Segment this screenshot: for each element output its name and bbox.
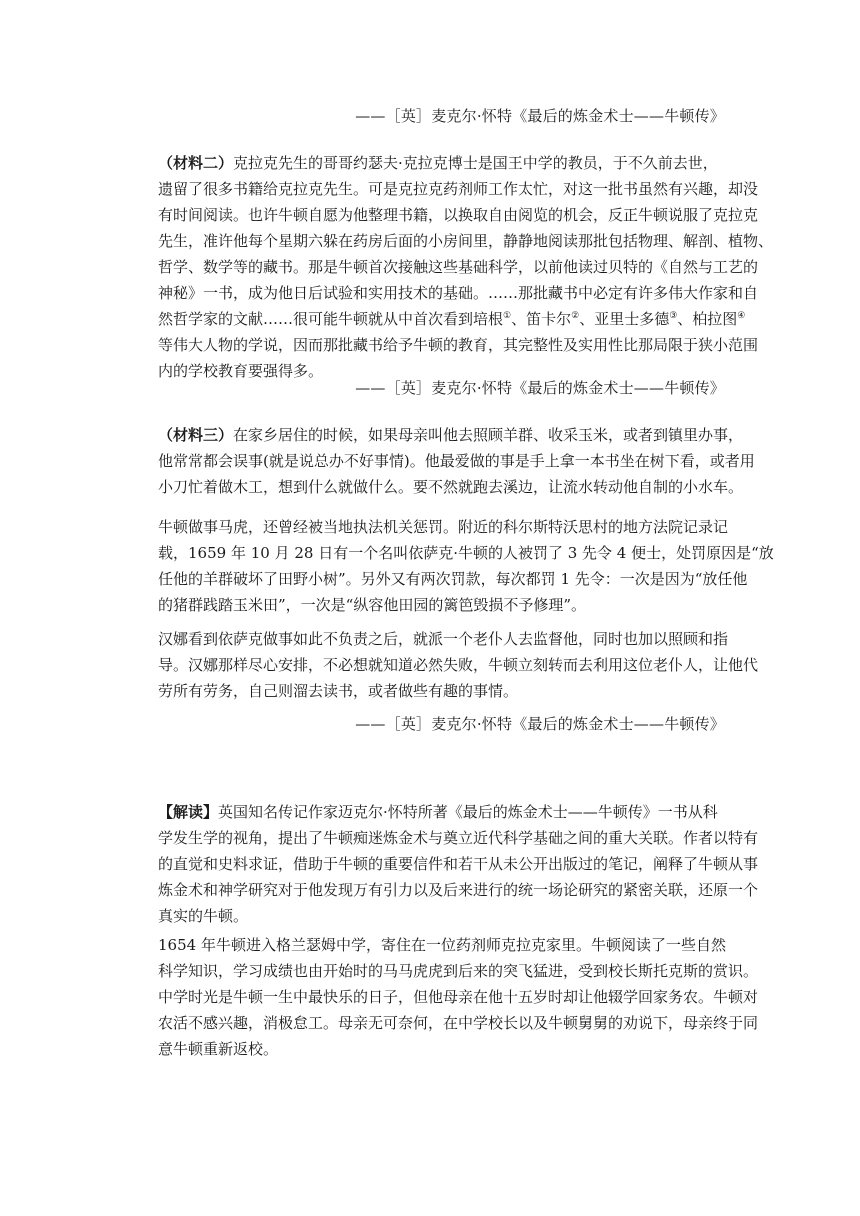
text-line: 劳所有劳务，自己则溜去读书，或者做些有趣的事情。	[158, 682, 519, 700]
text-line: 哲学、数学等的藏书。那是牛顿首次接触这些基础科学，以前他读过贝特的《自然与工艺的	[158, 258, 759, 276]
text-line: 英国知名传记作家迈克尔·怀特所著《最后的炼金术士——牛顿传》一书从科	[218, 803, 718, 821]
text-line: 1654 年牛顿进入格兰瑟姆中学，寄住在一位药剂师克拉克家里。牛顿阅读了一些自然	[158, 936, 726, 954]
text-line: 汉娜看到依萨克做事如此不负责之后，就派一个老仆人去监督他，同时也加以照顾和指	[158, 630, 729, 648]
footnote-marker: ③	[669, 311, 678, 321]
text-line: 的直觉和史料求证，借助于牛顿的重要信件和若干从未公开出版过的笔记，阐释了牛顿从事	[158, 855, 759, 873]
citation-3: ——［英］麦克尔·怀特《最后的炼金术士——牛顿传》	[355, 715, 725, 733]
text-line: 炼金术和神学研究对于他发现万有引力以及后来进行的统一场论研究的紧密关联，还原一个	[158, 881, 759, 899]
text-line: 导。汉娜那样尽心安排，不必想就知道必然失败，牛顿立刻转而去利用这位老仆人，让他代	[158, 656, 759, 674]
material-2-paragraph	[128, 150, 774, 384]
text-line: 内的学校教育要强得多。	[158, 362, 324, 380]
text-line: 有时间阅读。也许牛顿自愿为他整理书籍，以换取自由阅览的机会，反正牛顿说服了克拉克	[158, 206, 759, 224]
citation-1: ——［英］麦克尔·怀特《最后的炼金术士——牛顿传》	[355, 107, 725, 125]
analysis-paragraph-2	[128, 932, 759, 1062]
text-line: 在家乡居住的时候，如果母亲叫他去照顾羊群、收采玉米，或者到镇里办事，	[233, 426, 744, 444]
text-line: 真实的牛顿。	[158, 907, 249, 925]
text-line: 等伟大人物的学说，因而那批藏书给予牛顿的教育，其完整性及实用性比那局限于狭小范围	[158, 336, 759, 354]
text-line: 中学时光是牛顿一生中最快乐的日子，但他母亲在他十五岁时却让他辍学回家务农。牛顿对	[158, 988, 759, 1006]
material-3-paragraph-3	[128, 626, 759, 704]
text-line: 任他的羊群破坏了田野小树”。另外又有两次罚款，每次都罚 1 先令：一次是因为“放任他	[158, 570, 748, 588]
material-3-tag: （材料三）	[158, 426, 234, 444]
text-line: 学发生学的视角，提出了牛顿痴迷炼金术与奠立近代科学基础之间的重大关联。作者以特有	[158, 829, 759, 847]
material-3-paragraph-1	[128, 422, 755, 500]
text-line: 农活不感兴趣，消极怠工。母亲无可奈何，在中学校长以及牛顿舅舅的劝说下，母亲终于同	[158, 1014, 759, 1032]
text-line: 神秘》一书，成为他日后试验和实用技术的基础。……那批藏书中必定有许多伟大作家和自	[158, 284, 759, 302]
material-2-tag: （材料二）	[158, 154, 234, 172]
text-line: 先生，准许他每个星期六躲在药房后面的小房间里，静静地阅读那批包括物理、解剖、植物、	[158, 232, 774, 250]
text-line: 的猪群践踏玉米田”，一次是“纵容他田园的篱笆毁损不予修理”。	[158, 596, 587, 614]
material-3-paragraph-2	[128, 514, 774, 618]
text-line: 牛顿做事马虎，还曾经被当地执法机关惩罚。附近的科尔斯特沃思村的地方法院记录记	[158, 518, 729, 536]
text-line: 科学知识，学习成绩也由开始时的马马虎虎到后来的突飞猛进，受到校长斯托克斯的赏识。	[158, 962, 759, 980]
text-line: 遗留了很多书籍给克拉克先生。可是克拉克药剂师工作太忙，对这一批书虽然有兴趣，却没	[158, 180, 759, 198]
text-line: 载，1659 年 10 月 28 日有一个名叫依萨克·牛顿的人被罚了 3 先令 4 便士，处罚原因是“放	[158, 544, 774, 562]
text-line: 小刀忙着做木工，想到什么就做什么。要不然就跑去溪边，让流水转动他自制的小水车。	[158, 478, 744, 496]
analysis-paragraph-1	[128, 799, 759, 929]
text-line: 克拉克先生的哥哥约瑟夫·克拉克博士是国王中学的教员，于不久前去世，	[233, 154, 718, 172]
analysis-tag: 【解读】	[158, 803, 219, 821]
text-line: 他常常都会误事(就是说总办不好事情)。他最爱做的事是手上拿一本书坐在树下看，或者用	[158, 452, 755, 470]
footnote-marker: ②	[571, 311, 580, 321]
text-line: 然哲学家的文献……很可能牛顿就从中首次看到培根①、笛卡尔②、亚里士多德③、柏拉图④	[158, 310, 746, 328]
text-line: 意牛顿重新返校。	[158, 1040, 279, 1058]
citation-2: ——［英］麦克尔·怀特《最后的炼金术士——牛顿传》	[355, 379, 725, 397]
footnote-marker: ④	[737, 311, 746, 321]
footnote-marker: ①	[503, 311, 512, 321]
